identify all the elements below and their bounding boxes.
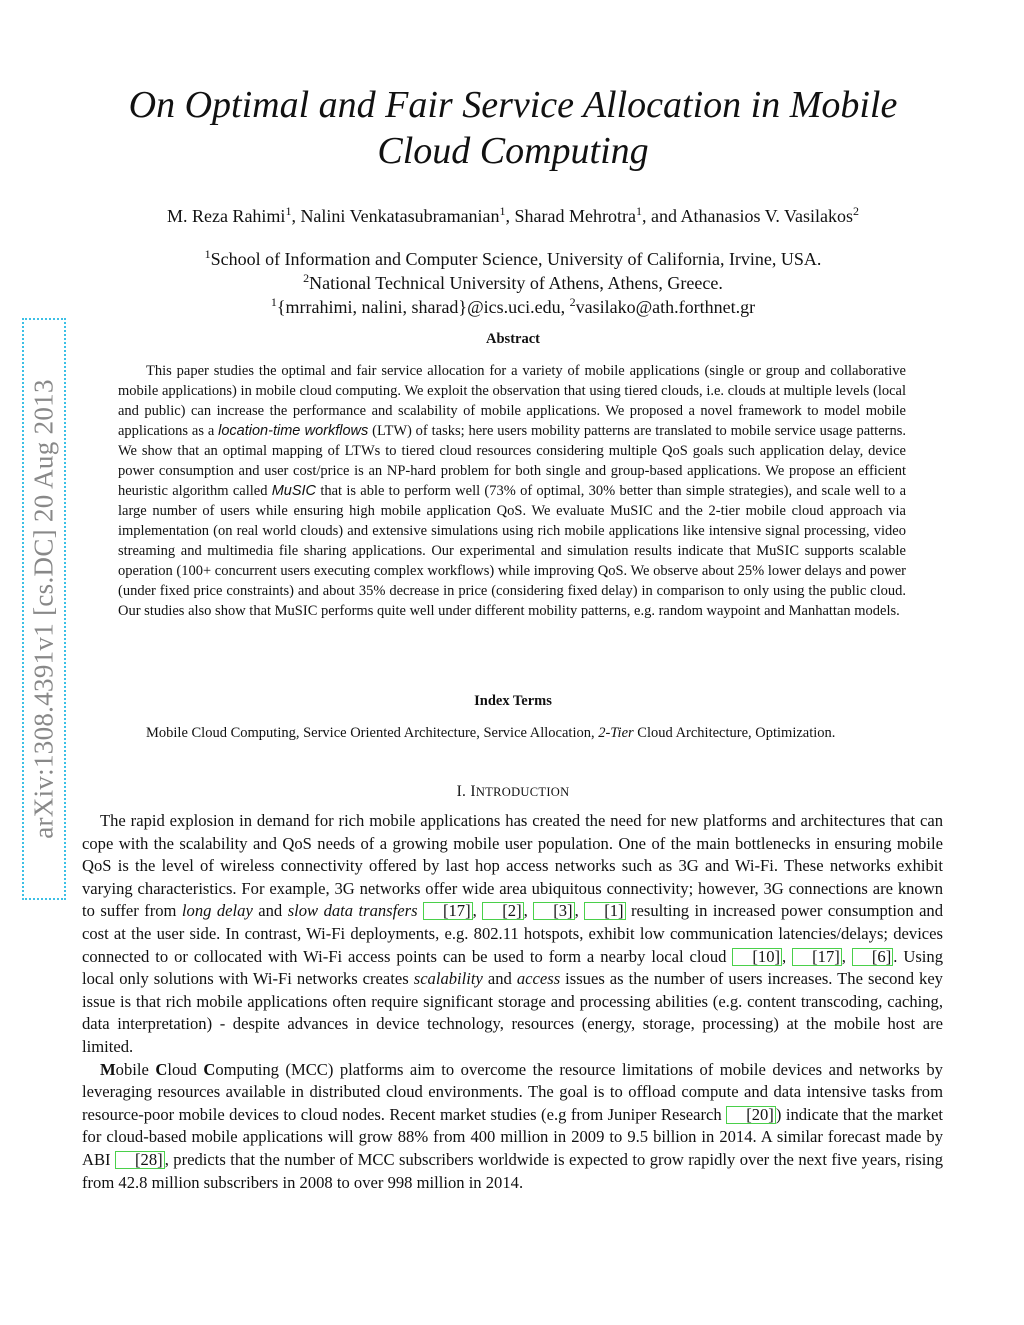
- arxiv-identifier-stamp: [22, 318, 66, 900]
- affil-mark: 2: [303, 271, 310, 285]
- citation-link[interactable]: [2]: [482, 902, 523, 920]
- affiliations: [80, 247, 946, 319]
- affil-mark: 1: [204, 247, 211, 261]
- intro-paragraph-1: The rapid explosion in demand for rich mobile applications has created the need for new platforms and architectures that can cope with the scalability and QoS needs of a growing mobile user population. One of the main bottlenecks in ensuring mobile QoS is the level of wireless connectivity offered by last hop access networks such as 3G and Wi-Fi. These networks exhibit varying characteristics. For example, 3G networks offer wide area ubiquitous connectivity; however, 3G connections are known to suffer from long delay and slow data transfers [17] , [2] , [3] , [1] resulting in increased power consumption and cost at the user side. In contrast, Wi-Fi deployments, e.g. 802.11 hotspots, exhibit low communication latencies/delays; devices connected to or collocated with Wi-Fi access points can be used to form a nearby local cloud [10] , [17] , [6] . Using local only solutions with Wi-Fi networks creates scalability and access issues as the number of users increases. The second key issue is that rich mobile applications often require significant storage and processing abilities (e.g. content transcoding, caching, data interpretation) - despite advances in device technology, resources (energy, storage, processing) at the mobile host are limited.: [82, 811, 944, 1056]
- contact-emails: [80, 295, 946, 319]
- author-affil-mark: 2: [853, 204, 860, 218]
- email-2: vasilako@ath.forthnet.gr: [575, 297, 756, 317]
- abstract-heading: Abstract: [486, 331, 540, 347]
- citation-link[interactable]: [1]: [584, 902, 625, 920]
- citation-link[interactable]: [28]: [115, 1151, 165, 1169]
- citation-link[interactable]: [10]: [732, 948, 782, 966]
- paper-title: On Optimal and Fair Service Allocation in Mobile Cloud Computing: [128, 84, 898, 172]
- affiliation-2: [80, 271, 946, 295]
- citation-link[interactable]: [6]: [852, 948, 893, 966]
- email-group-1: {mrrahimi, nalini, sharad}@ics.uci.edu,: [276, 297, 566, 317]
- abstract-body: This paper studies the optimal and fair service allocation for a variety of mobile applications (single or group and collaborative mobile applications) in mobile cloud computing. We exploit the observation that using tiered clouds, i.e. clouds at multiple levels (local and public) can increase the performance and scalability of mobile applications. We proposed a novel framework to model mobile applications as a location-time workflows (LTW) of tasks; here users mobility patterns are translated to mobile service usage patterns. We show that an optimal mapping of LTWs to tiered cloud resources considering multiple QoS goals such application delay, device power consumption and user cost/price is an NP-hard problem for both single and group-based applications. We propose an efficient heuristic algorithm called MuSIC that is able to perform well (73% of optimal, 30% better than simple strategies), and scale well to a large number of users while ensuring high mobile application QoS. We evaluate MuSIC and the 2-tier mobile cloud approach via implementation (on real world clouds) and extensive simulations using rich mobile applications like intensive signal processing, video streaming and multimedia file sharing applications. Our experimental and simulation results indicate that MuSIC supports scalable operation (100+ concurrent users executing complex workflows) while improving QoS. We observe about 25% lower delays and power (under fixed price constraints) and about 35% decrease in price (considering fixed delay) in comparison to only using the public cloud. Our studies also show that MuSIC performs quite well under different mobility patterns, e.g. random waypoint and Manhattan models.: [118, 363, 907, 619]
- author-affil-mark: 1: [499, 204, 506, 218]
- citation-link[interactable]: [17]: [792, 948, 842, 966]
- affil-mark: 1: [270, 295, 277, 309]
- citation-link[interactable]: [20]: [726, 1106, 776, 1124]
- citation-link[interactable]: [3]: [533, 902, 574, 920]
- ltw-term: location-time workflows: [218, 423, 369, 439]
- index-terms-body: Mobile Cloud Computing, Service Oriented Architecture, Service Allocation, 2-Tier Cloud Architecture, Optimization.: [146, 725, 836, 741]
- music-term: MuSIC: [271, 483, 317, 499]
- author-affil-mark: 1: [636, 204, 643, 218]
- author-affil-mark: 1: [285, 204, 292, 218]
- affiliation-1: [80, 247, 946, 271]
- author-name: Sharad Mehrotra: [514, 206, 637, 226]
- affiliation-text: National Technical University of Athens, Athens, Greece.: [309, 273, 723, 293]
- author-list: M. Reza Rahimi$^1$, Nalini Venkatasubramanian$^1$, Sharad Mehrotra$^1$, and Athanasios V. Vasilakos$^2$: [166, 204, 860, 226]
- intro-paragraph-2: Mobile Cloud Computing (MCC) platforms aim to overcome the resource limitations of mobile devices and networks by leveraging resources available in distributed cloud environments. The goal is to offload compute and data intensive tasks from resource-poor mobile devices to cloud nodes. Recent market studies (e.g from Juniper Research [20] ) indicate that the market for cloud-based mobile applications will grow 88% from 400 million in 2009 to 9.5 billion in 2014. A similar forecast made by ABI [28] , predicts that the number of MCC subscribers worldwide is expected to grow rapidly over the next five years, rising from 42.8 million subscribers in 2008 to over 998 million in 2014.: [82, 1059, 943, 1192]
- author-name: M. Reza Rahimi: [166, 206, 286, 226]
- author-name: Nalini Venkatasubramanian: [300, 206, 500, 226]
- citation-link[interactable]: [17]: [423, 902, 473, 920]
- affil-mark: 2: [569, 295, 576, 309]
- author-name: Athanasios V. Vasilakos: [680, 206, 854, 226]
- index-terms-heading: Index Terms: [474, 693, 552, 709]
- introduction-body: [82, 810, 943, 1194]
- tier-term: 2-Tier: [598, 725, 634, 741]
- affiliation-text: School of Information and Computer Science, University of California, Irvine, USA.: [210, 249, 822, 269]
- arxiv-id: arXiv:1308.4391v1 [cs.DC] 20 Aug 2013: [28, 379, 59, 839]
- introduction-heading: I. INTRODUCTION: [456, 783, 570, 800]
